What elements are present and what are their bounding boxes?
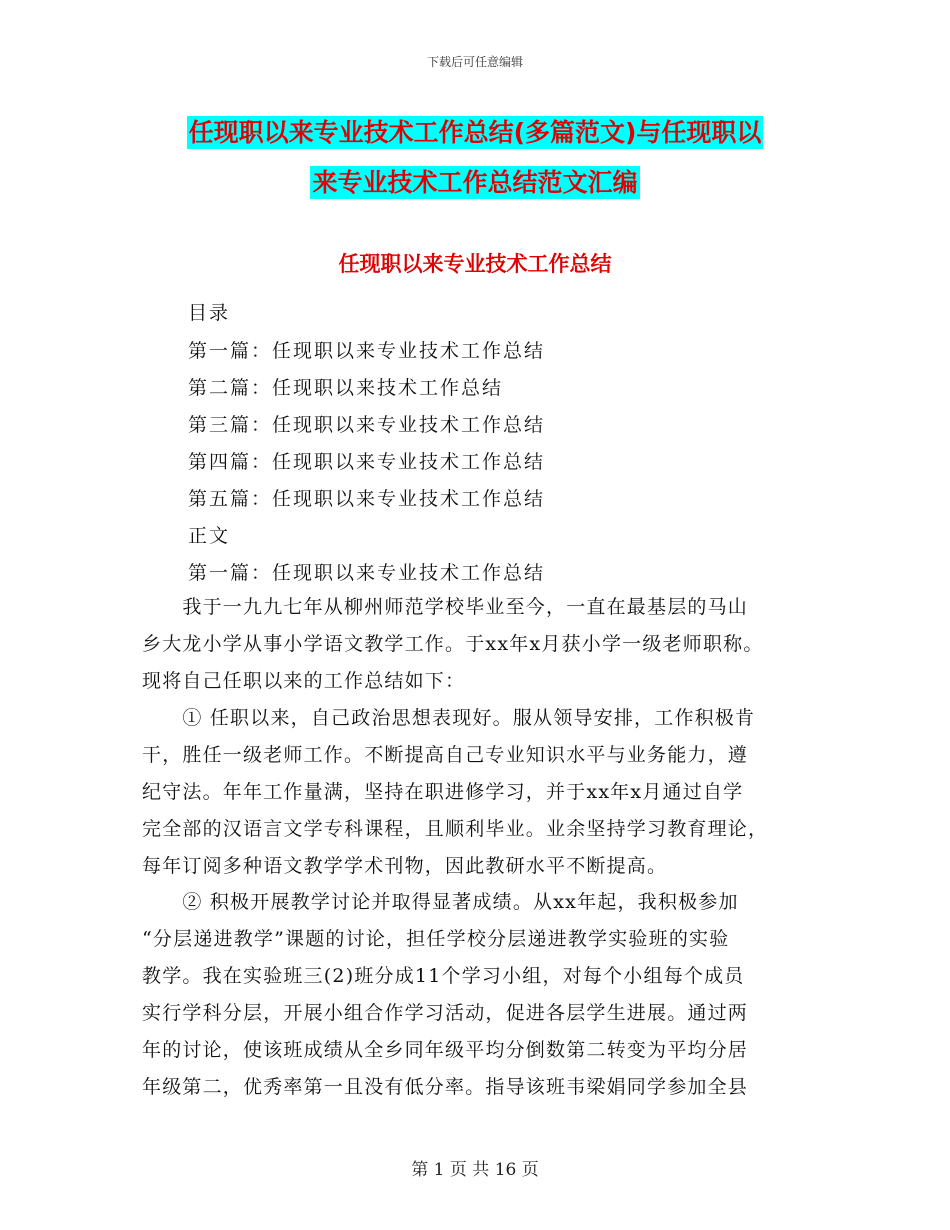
- title-line-2: 来专业技术工作总结范文汇编: [312, 168, 638, 197]
- title-line-1: 任现职以来专业技术工作总结(多篇范文)与任现职以: [188, 118, 762, 147]
- toc-item: 第一篇：任现职以来专业技术工作总结: [188, 340, 546, 362]
- paragraph-line: 年的讨论，使该班成绩从全乡同年级平均分倒数第二转变为平均分居: [142, 1039, 749, 1061]
- paragraph-line: 实行学科分层，开展小组合作学习活动，促进各层学生进展。通过两: [142, 1002, 749, 1024]
- header-note: 下载后可任意编辑: [426, 55, 523, 69]
- section-title: 任现职以来专业技术工作总结: [338, 252, 612, 276]
- toc-item: 第五篇：任现职以来专业技术工作总结: [188, 488, 546, 510]
- paragraph-line: 年级第二，优秀率第一且没有低分率。指导该班韦梁娟同学参加全县: [142, 1076, 749, 1098]
- toc-item: 第二篇：任现职以来技术工作总结: [188, 377, 504, 399]
- document-title: [0, 108, 950, 208]
- page-footer: 第 1 页 共 16 页: [411, 1160, 539, 1180]
- paragraph-line: 纪守法。年年工作量满，坚持在职进修学习，并于xx年x月通过自学: [142, 781, 744, 803]
- first-heading: 第一篇：任现职以来专业技术工作总结: [188, 562, 546, 584]
- paragraph-line: 乡大龙小学从事小学语文教学工作。于xx年x月获小学一级老师职称。: [142, 633, 764, 655]
- paragraph-line: 教学。我在实验班三(2)班分成11个学习小组，对每个小组每个成员: [142, 965, 745, 987]
- paragraph-line: ① 任职以来，自己政治思想表现好。服从领导安排，工作积极肯: [142, 707, 756, 729]
- body-label: 正文: [188, 525, 231, 547]
- paragraph-line: 完全部的汉语言文学专科课程，且顺利毕业。业余坚持学习教育理论，: [142, 818, 769, 840]
- toc-item: 第三篇：任现职以来专业技术工作总结: [188, 414, 546, 436]
- paragraph-line: ② 积极开展教学讨论并取得显著成绩。从xx年起，我积极参加: [142, 891, 739, 913]
- paragraph-line: 我于一九九七年从柳州师范学校毕业至今，一直在最基层的马山: [142, 596, 749, 618]
- paragraph-point-1: [142, 700, 802, 885]
- paragraph-point-2: [142, 884, 802, 1106]
- paragraph-line: 每年订阅多种语文教学学术刊物，因此教研水平不断提高。: [142, 855, 668, 877]
- paragraph-line: 干，胜任一级老师工作。不断提高自己专业知识水平与业务能力，遵: [142, 744, 749, 766]
- toc-item: 第四篇：任现职以来专业技术工作总结: [188, 451, 546, 473]
- paragraph-line: “分层递进教学”课题的讨论，担任学校分层递进教学实验班的实验: [142, 928, 730, 950]
- toc-label: 目录: [188, 302, 231, 324]
- paragraph-intro: [142, 589, 802, 700]
- paragraph-line: 现将自己任职以来的工作总结如下：: [142, 670, 466, 692]
